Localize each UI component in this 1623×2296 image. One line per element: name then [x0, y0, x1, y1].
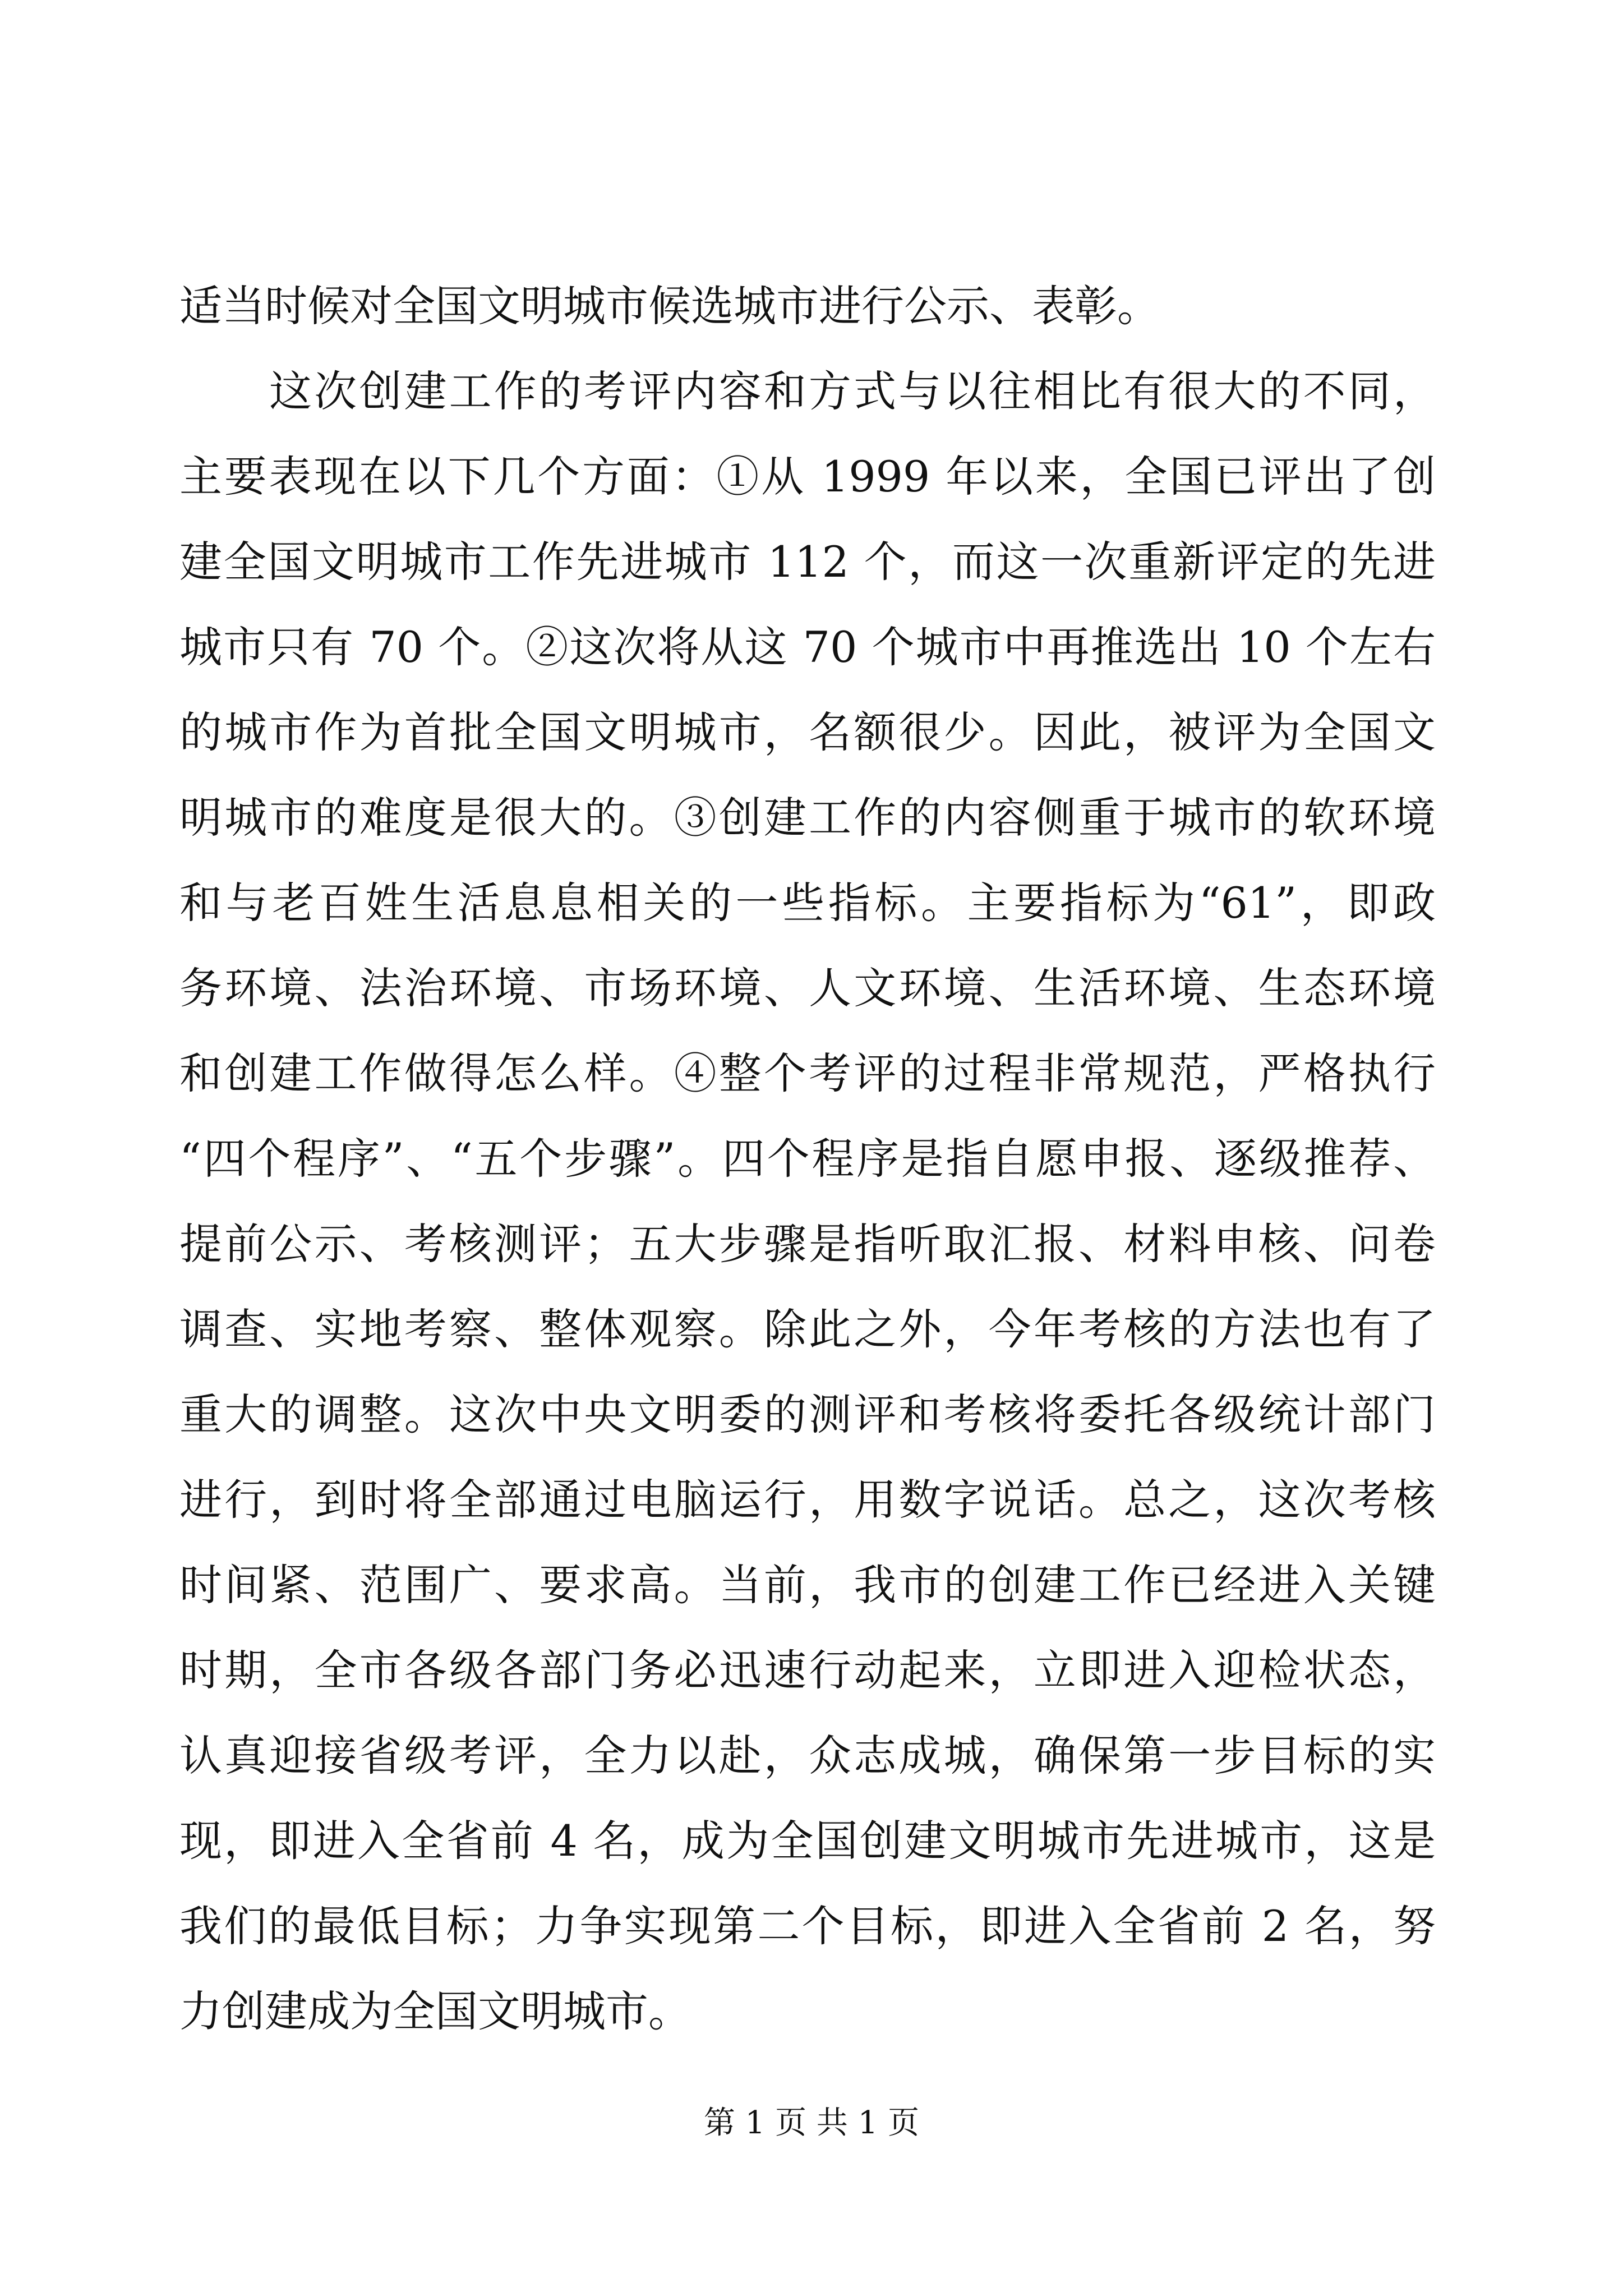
text-line: 城市只有 70 个。②这次将从这 70 个城市中再推选出 10 个左右 [179, 622, 1436, 672]
text-line: 进行，到时将全部通过电脑运行，用数字说话。总之，这次考核 [179, 1475, 1436, 1525]
text-line: 提前公示、考核测评；五大步骤是指听取汇报、材料申核、问卷 [179, 1219, 1436, 1269]
paragraph-start-line: 这次创建工作的考评内容和方式与以往相比有很大的不同， [269, 366, 1436, 416]
text-line: 适当时候对全国文明城市候选城市进行公示、表彰。 [179, 281, 1160, 331]
text-line: 明城市的难度是很大的。③创建工作的内容侧重于城市的软环境 [179, 793, 1436, 843]
text-line: 重大的调整。这次中央文明委的测评和考核将委托各级统计部门 [179, 1389, 1436, 1439]
text-line: 时期，全市各级各部门务必迅速行动起来，立即进入迎检状态， [179, 1645, 1436, 1695]
text-line: 建全国文明城市工作先进城市 112 个，而这一次重新评定的先进 [179, 537, 1436, 587]
text-line: 时间紧、范围广、要求高。当前，我市的创建工作已经进入关键 [179, 1560, 1436, 1610]
text-line: 调查、实地考察、整体观察。除此之外，今年考核的方法也有了 [179, 1304, 1436, 1354]
text-line: 的城市作为首批全国文明城市，名额很少。因此，被评为全国文 [179, 707, 1436, 757]
body-text [179, 264, 1436, 2054]
text-line: 力创建成为全国文明城市。 [179, 1986, 691, 2036]
text-line: “四个程序”、“五个步骤”。四个程序是指自愿申报、逐级推荐、 [179, 1134, 1436, 1184]
text-line: 和与老百姓生活息息相关的一些指标。主要指标为“61”，即政 [179, 878, 1436, 928]
text-line: 务环境、法治环境、市场环境、人文环境、生活环境、生态环境 [179, 963, 1436, 1013]
text-line: 现，即进入全省前 4 名，成为全国创建文明城市先进城市，这是 [179, 1816, 1436, 1866]
text-line: 认真迎接省级考评，全力以赴，众志成城，确保第一步目标的实 [179, 1731, 1436, 1780]
text-line: 和创建工作做得怎么样。④整个考评的过程非常规范，严格执行 [179, 1048, 1436, 1098]
page-footer: 第 1 页 共 1 页 [703, 2105, 920, 2141]
text-line: 我们的最低目标；力争实现第二个目标，即进入全省前 2 名，努 [179, 1901, 1436, 1951]
text-line: 主要表现在以下几个方面：①从 1999 年以来，全国已评出了创 [179, 452, 1436, 501]
